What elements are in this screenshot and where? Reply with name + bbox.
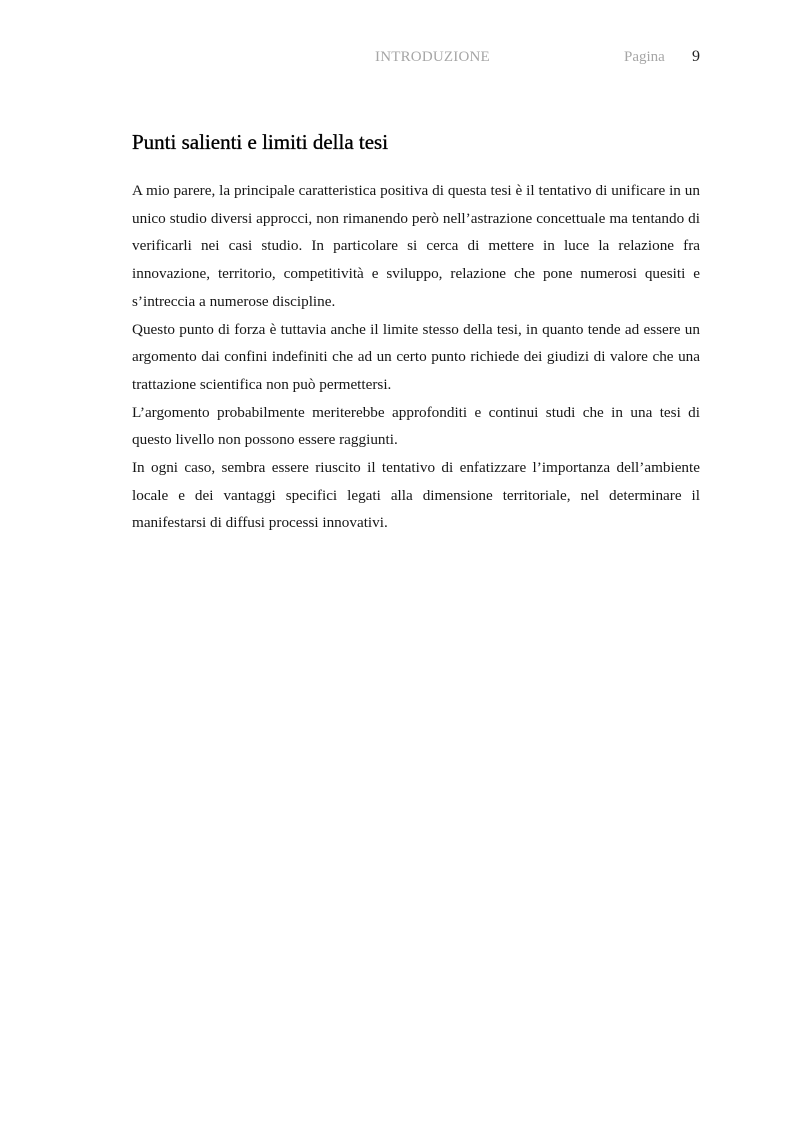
- header-page-number: 9: [692, 48, 700, 65]
- paragraph-strengths: A mio parere, la principale caratteristica positiva di questa tesi è il tentativo di unificare in un unico studio diversi approcci, non rimanendo però nell’astrazione concettuale ma tentando di verificarli nei casi studio. In particolare si cerca di mettere in luce la relazione fra innovazione, territorio, competitività e sviluppo, relazione che pone numerosi quesiti e s’intreccia a numerose discipline.: [132, 182, 700, 310]
- header-page-label: Pagina: [624, 49, 665, 65]
- paragraph-limits: Questo punto di forza è tuttavia anche il limite stesso della tesi, in quanto tende ad essere un argomento dai confini indefiniti che ad un certo punto richiede dei giudizi di valore che una trattazione scientifica non può permettersi.: [132, 320, 700, 393]
- paragraph-conclusion: In ogni caso, sembra essere riuscito il tentativo di enfatizzare l’importanza dell’ambiente locale e dei vantaggi specifici legati alla dimensione territoriale, nel determinare il manifestarsi di diffusi processi innovativi.: [132, 459, 700, 532]
- section-title: Punti salienti e limiti della tesi: [132, 130, 389, 154]
- paragraph-further-study: L’argomento probabilmente meriterebbe approfonditi e continui studi che in una tesi di questo livello non possono essere raggiunti.: [132, 403, 700, 449]
- body-text: [132, 177, 700, 537]
- running-header: [132, 46, 700, 68]
- header-section-title: INTRODUZIONE: [375, 49, 490, 65]
